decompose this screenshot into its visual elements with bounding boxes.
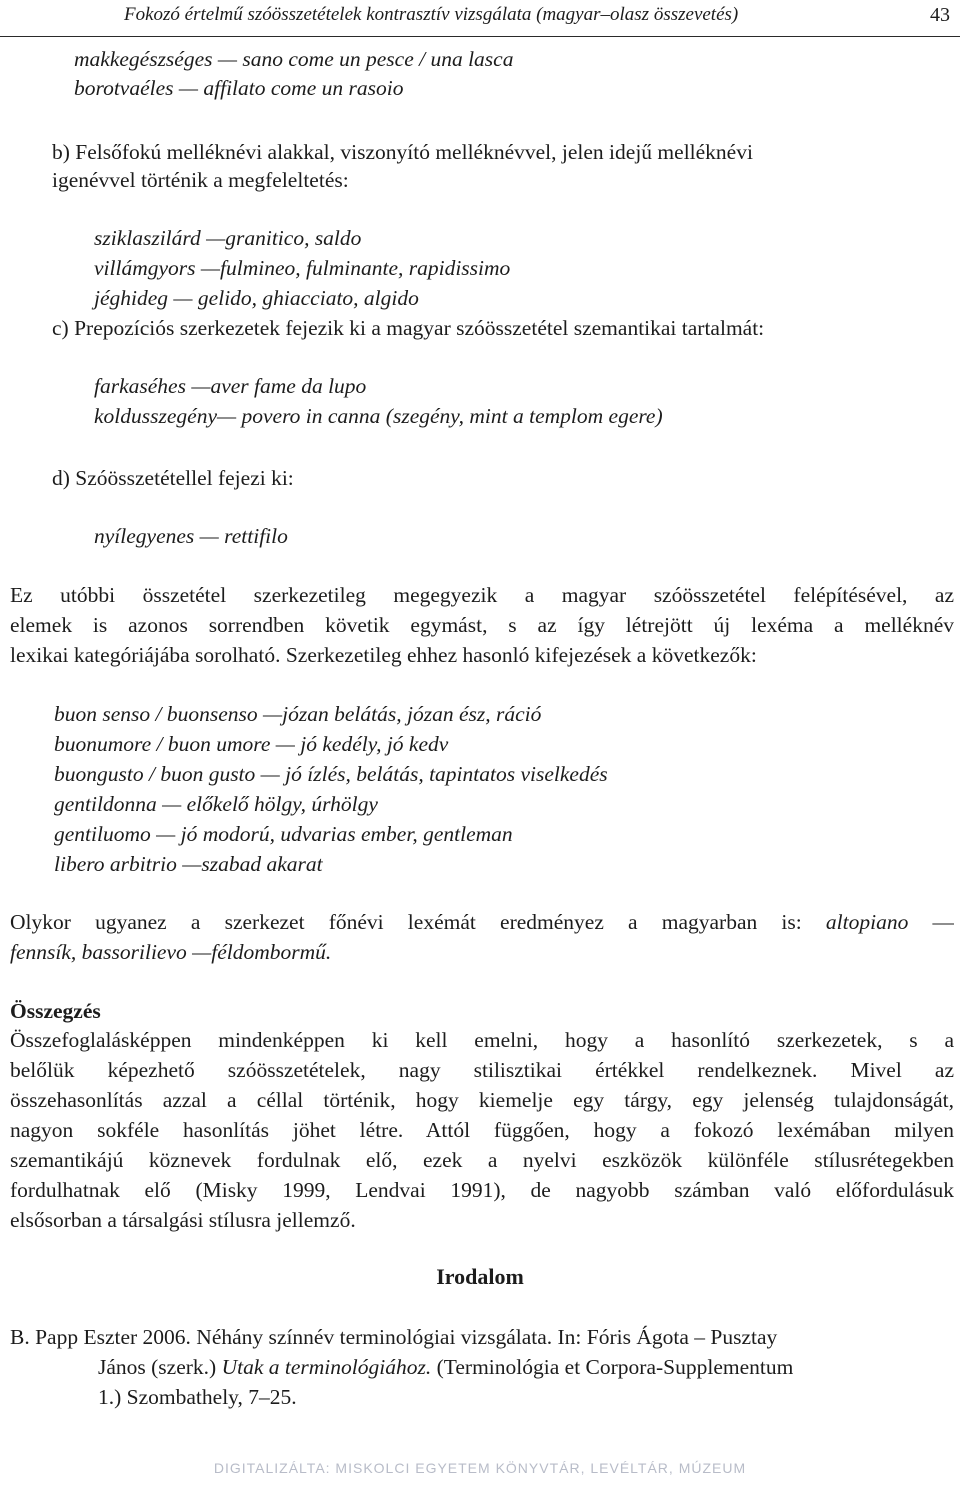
example-pair: makkegészséges — sano come un pesce / una lasca [74,47,514,71]
example-pair: buon senso / buonsenso —józan belátás, józan ész, ráció [54,702,542,726]
digitization-watermark: DIGITALIZÁLTA: MISKOLCI EGYETEM KÖNYVTÁR, LEVÉLTÁR, MÚZEUM [213,1460,747,1476]
reference-entry: B. Papp Eszter 2006. Néhány színnév terminológiai vizsgálata. In: Fóris Ágota – Pusztay János (szerk.) Utak a terminológiához. (Terminológia et Corpora-Supplementum 1.) Szombathely, 7–25. [10,1325,794,1409]
page-number: 43 [930,4,950,26]
example-pair: buongusto / buon gusto — jó ízlés, belátás, tapintatos viselkedés [54,762,608,786]
example-pair: buonumore / buon umore — jó kedély, jó kedv [54,732,449,756]
example-pair: farkaséhes —aver fame da lupo [94,374,367,398]
section-b-line: igenévvel történik a megfeleltetés: [52,168,349,192]
example-pair: jéghideg — gelido, ghiacciato, algido [94,286,419,310]
example-pair: koldusszegény— povero in canna (szegény, mint a templom egere) [94,404,663,428]
example-pair: villámgyors —fulmineo, fulminante, rapidissimo [94,256,511,280]
example-pair: sziklaszilárd —granitico, saldo [94,226,362,250]
example-pair: gentiluomo — jó modorú, udvarias ember, gentleman [54,822,513,846]
example-pair: borotvaéles — affilato come un rasoio [74,76,404,100]
example-pair: nyílegyenes — rettifilo [94,524,288,548]
example-pair: libero arbitrio —szabad akarat [54,852,323,876]
running-title: Fokozó értelmű szóösszetételek kontrasztív vizsgálata (magyar–olasz összevetés) [124,4,739,25]
summary-paragraph: Összefoglalásképpen mindenképpen ki kell emelni, hogy a hasonlító szerkezetek, s a belőlük képezhető szóösszetételek, nagy stilisztikai értékkel rendelkeznek. Mivel az összehasonlítás azzal a céllal történik, hogy kiemelje egy tárgy, egy jelenség tulajdonságát, nagyon sokféle hasonlítás jöhet létre. Attól függően, hogy a fokozó lexémában milyen szemantikájú köznevek fordulnak elő, ezek a nyelvi eszközök különféle stílusrétegekben fordulhatnak elő (Misky 1999, Lendvai 1991), de nagyobb számban való előfordulásuk elsősorban a társalgási stílusra jellemző. [10,1028,954,1232]
section-d-line: d) Szóösszetétellel fejezi ki: [52,466,294,490]
paragraph: Ez utóbbi összetétel szerkezetileg megegyezik a magyar szóösszetétel felépítésével, az elemek is azonos sorrendben követik egymást, s az így létrejött új lexéma a melléknév lexikai kategóriájába sorolható. Szerkezetileg ehhez hasonló kifejezések a következők: [10,583,954,667]
example-pair: gentildonna — előkelő hölgy, úrhölgy [54,792,378,816]
running-header [0,0,960,37]
section-heading: Összegzés [10,999,101,1023]
paragraph: Olykor ugyanez a szerkezet főnévi lexémát eredményez a magyarban is: altopiano — fennsík, bassorilievo —féldombormű. [10,910,954,964]
section-c-line: c) Prepozíciós szerkezetek fejezik ki a magyar szóösszetétel szemantikai tartalmát: [52,316,765,340]
references-heading: Irodalom [436,1264,524,1289]
section-b-line: b) Felsőfokú melléknévi alakkal, viszonyító melléknévvel, jelen idejű melléknévi [52,140,753,164]
